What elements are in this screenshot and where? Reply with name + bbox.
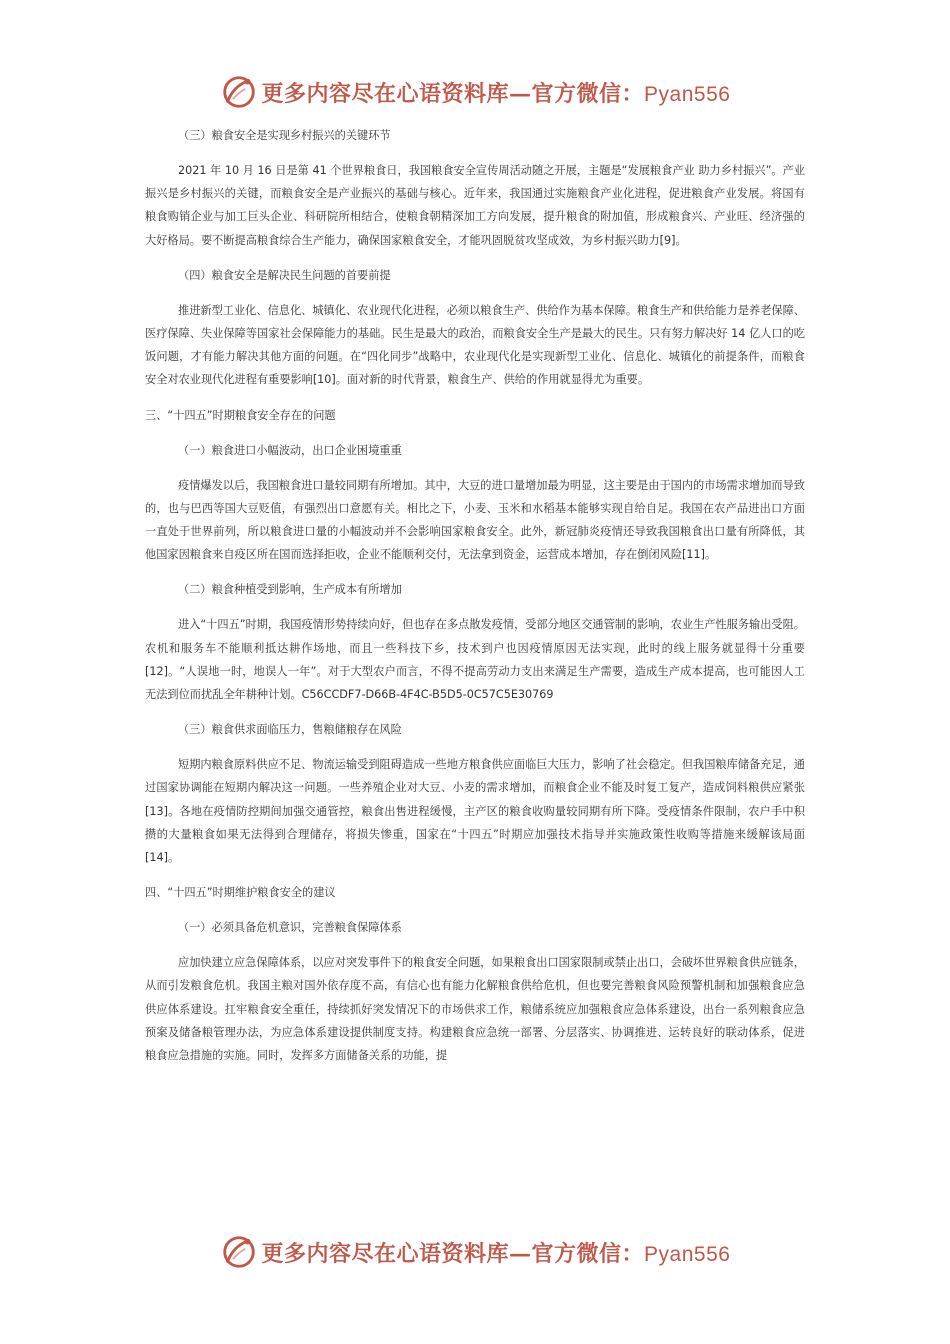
section-heading: （一）必须具备危机意识，完善粮食保障体系 bbox=[178, 921, 402, 935]
banner-wechat-id: Pyan556 bbox=[644, 1242, 731, 1266]
logo-icon bbox=[220, 73, 258, 111]
paragraph: 应加快建立应急保障体系，以应对突发事件下的粮食安全问题，如果粮食出口国家限制或禁止出口，会破坏世界粮食供应链条，从而引发粮食危机。我国主粮对国外依存度不高，有信心也有能力化解粮食供给危机，但也要完善粮食风险预警机制和加强粮食应急供应体系建设。扛牢粮食安全重任，持续抓好突发情况下的市场供求工作，粮储系统应加强粮食应急体系建设，出台一系列粮食应急预案及储备粮管理办法，为应急体系建设提供制度支持。构建粮食应急统一部署、分层落实、协调推进、运转良好的联动体系，促进粮食应急措施的实施。同时，发挥多方面储备关系的功能，提 bbox=[145, 956, 805, 1063]
paragraph: 疫情爆发以后，我国粮食进口量较同期有所增加。其中，大豆的进口量增加最为明显，这主要是由于国内的市场需求增加而导致的，也与巴西等国大豆贬值，有强烈出口意愿有关。相比之下，小麦、玉米和水稻基本能够实现自给自足。我国在农产品进出口方面一直处于世界前列，所以粮食进口量的小幅波动并不会影响国家粮食安全。此外，新冠肺炎疫情还导致我国粮食出口量有所降低，其他国家因粮食来自疫区所在国而选择拒收，企业不能顺利交付，无法拿到资金，运营成本增加，存在倒闭风险[11]。 bbox=[145, 478, 805, 562]
paragraph: 进入“十四五”时期，我国疫情形势持续向好，但也存在多点散发疫情，受部分地区交通管制的影响，农业生产性服务输出受阻。农机和服务车不能顺利抵达耕作场地，而且一些科技下乡，技术到户也因疫情原因无法实现，此时的线上服务就显得十分重要[12]。“人误地一时，地误人一年”。对于大型农户而言，不得不提高劳动力支出来满足生产需要，造成生产成本提高，也可能因人工无法到位而扰乱全年耕种计划。C56CCDF7-D66B-4F4C-B5D5-0C57C5E30769 bbox=[145, 618, 805, 702]
chapter-heading: 三、“十四五”时期粮食安全存在的问题 bbox=[145, 408, 336, 422]
paragraph: 短期内粮食原料供应不足、物流运输受到阻碍造成一些地方粮食供应面临巨大压力，影响了社会稳定。但我国粮库储备充足，通过国家协调能在短期内解决这一问题。一些养殖企业对大豆、小麦的需求增加，而粮食企业不能及时复工复产，造成饲料粮供应紧张[13]。各地在疫情防控期间加强交通管控，粮食出售进程缓慢，主产区的粮食收购量较同期有所下降。受疫情条件限制，农户手中积攒的大量粮食如果无法得到合理储存，将损失惨重，国家在“十四五”时期应加强技术指导并实施政策性收购等措施来缓解该局面[14]。 bbox=[145, 758, 805, 865]
header-watermark-banner bbox=[0, 70, 950, 114]
banner-title: 更多内容尽在心语资料库—官方微信： bbox=[261, 80, 645, 107]
logo-icon bbox=[220, 1233, 258, 1271]
paragraph: 推进新型工业化、信息化、城镇化、农业现代化进程，必须以粮食生产、供给作为基本保障。粮食生产和供给能力是养老保障、医疗保障、失业保障等国家社会保障能力的基础。民生是最大的政治，而粮食安全生产是最大的民生。只有努力解决好 14 亿人口的吃饭问题，才有能力解决其他方面的问题。在“四化同步”战略中，农业现代化是实现新型工业化、信息化、城镇化的前提条件，而粮食安全对农业现代化进程有重要影响[10]。面对新的时代背景，粮食生产、供给的作用就显得尤为重要。 bbox=[145, 303, 805, 387]
section-heading: （三）粮食供求面临压力，售粮储粮存在风险 bbox=[178, 723, 402, 737]
section-heading: （一）粮食进口小幅波动，出口企业困境重重 bbox=[178, 443, 402, 457]
section-heading: （四）粮食安全是解决民生问题的首要前提 bbox=[178, 268, 391, 282]
document-body bbox=[145, 124, 805, 1067]
section-heading: （二）粮食种植受到影响，生产成本有所增加 bbox=[178, 583, 402, 597]
banner-wechat-id: Pyan556 bbox=[644, 82, 731, 106]
footer-watermark-banner bbox=[0, 1230, 950, 1274]
banner-text bbox=[262, 77, 731, 108]
chapter-heading: 四、“十四五”时期维护粮食安全的建议 bbox=[145, 886, 336, 900]
banner-title: 更多内容尽在心语资料库—官方微信： bbox=[261, 1240, 645, 1267]
section-heading: （三）粮食安全是实现乡村振兴的关键环节 bbox=[178, 129, 391, 142]
banner-text bbox=[262, 1237, 731, 1268]
paragraph: 2021 年 10 月 16 日是第 41 个世界粮食日，我国粮食安全宣传周活动随之开展，主题是“发展粮食产业 助力乡村振兴”。产业振兴是乡村振兴的关键，而粮食安全是产业振兴的基础与核心。近年来，我国通过实施粮食产业化进程，促进粮食产业发展。将国有粮食购销企业与加工巨头企业、科研院所相结合，使粮食朝精深加工方向发展，提升粮食的附加值，形成粮食兴、产业旺、经济强的大好格局。要不断提高粮食综合生产能力，确保国家粮食安全，才能巩固脱贫攻坚成效，为乡村振兴助力[9]。 bbox=[145, 164, 805, 247]
